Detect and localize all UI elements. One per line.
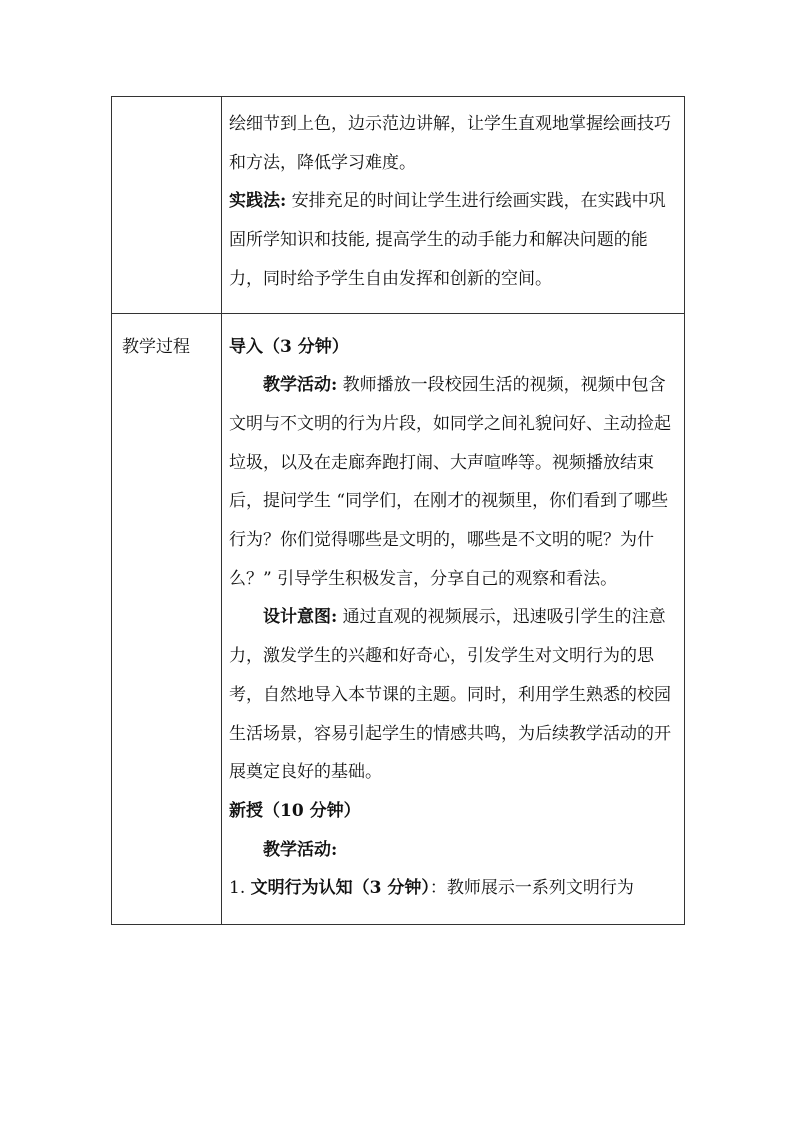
intro-activity-label: 教学活动:	[263, 375, 338, 396]
demonstration-paragraph: 绘细节到上色，边示范边讲解，让学生直观地掌握绘画技巧和方法，降低学习难度。	[229, 114, 671, 173]
intro-activity-paragraph	[229, 366, 678, 598]
list-item-text: ：教师展示一系列文明行为	[429, 878, 634, 899]
row-content-cell	[222, 97, 685, 314]
row-label-cell	[112, 97, 222, 314]
design-intent-paragraph	[229, 598, 678, 792]
design-intent-text: 通过直观的视频展示，迅速吸引学生的注意力，激发学生的兴趣和好奇心，引发学生对文明行为的思考，自然地导入本节课的主题。同时，利用学生熟悉的校园生活场景，容易引起学生的情感共鸣，为后续教学活动的开展奠定良好的基础。	[229, 607, 671, 783]
list-item	[229, 869, 678, 908]
process-content-cell	[222, 313, 685, 925]
list-item-number: 1.	[229, 878, 246, 899]
process-label: 教学过程	[122, 336, 190, 357]
list-item-label: 文明行为认知（3 分钟）	[250, 878, 430, 899]
intro-heading: 导入（3 分钟）	[229, 336, 349, 357]
lesson-plan-table	[111, 96, 685, 925]
practice-paragraph	[229, 182, 678, 298]
row-label	[112, 97, 221, 111]
new-lesson-heading: 新授（10 分钟）	[229, 800, 361, 821]
design-intent-label: 设计意图:	[263, 607, 338, 628]
new-activity-heading: 教学活动:	[263, 839, 338, 860]
practice-method-text: 安排充足的时间让学生进行绘画实践，在实践中巩固所学知识和技能, 提高学生的动手能力和解决问题的能力，同时给予学生自由发挥和创新的空间。	[229, 191, 666, 289]
intro-activity-text: 教师播放一段校园生活的视频，视频中包含文明与不文明的行为片段，如同学之间礼貌问好、主动捡起垃圾，以及在走廊奔跑打闹、大声喧哗等。视频播放结束后，提问学生 “同学们，在刚才的视频里，你们看到了哪些行为？你们觉得哪些是文明的，哪些是不文明的呢？为什么？” 引导学生积极发言，分享自己的观察和看法。	[229, 375, 671, 589]
table-row-methods	[112, 97, 685, 314]
table-row-process	[112, 313, 685, 925]
process-label-cell	[112, 313, 222, 925]
practice-method-label: 实践法:	[229, 191, 287, 212]
